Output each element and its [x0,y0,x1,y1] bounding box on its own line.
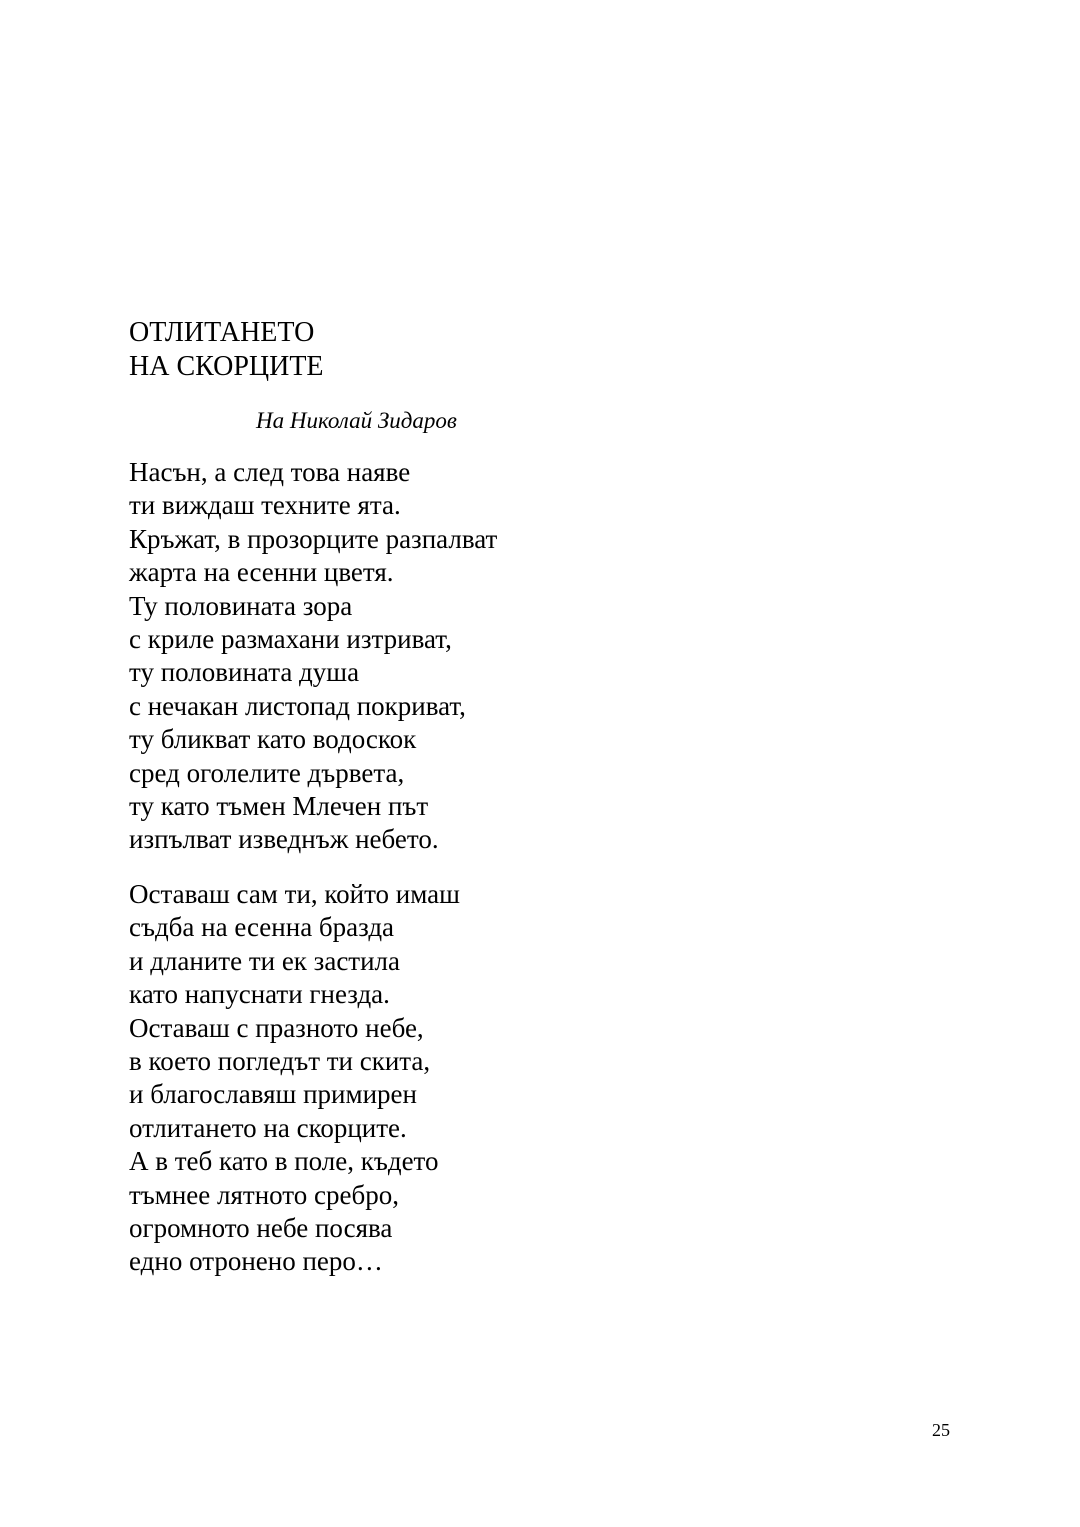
verse-line: едно отронено перо… [129,1246,383,1277]
verse-line: ту бликват като водоскок [129,724,417,755]
verse-line: жарта на есенни цветя. [129,557,394,588]
page-number: 25 [932,1420,950,1440]
verse-line: ту половината душа [129,657,360,688]
verse-line: Оставаш с празното небе, [129,1012,424,1043]
verse-line: и благославяш примирен [129,1079,417,1110]
verse-line: изпълват изведнъж небето. [129,824,439,855]
verse-line: ту като тъмен Млечен път [129,791,429,822]
verse-line: Оставаш сам ти, който имаш [129,879,460,909]
verse-line: с криле размахани изтриват, [129,624,452,655]
verse-line: като напуснати гнезда. [129,979,390,1010]
poem-title-line-1: ОТЛИТАНЕТО [129,317,315,348]
verse-line: в което погледът ти скита, [129,1046,431,1077]
verse-line: ти виждаш техните ята. [129,490,401,521]
verse-line: Насън, а след това наяве [129,457,411,487]
poem-dedication: На Николай Зидаров [256,408,457,433]
verse-line: с нечакан листопад покриват, [129,690,466,721]
verse-line: съдба на есенна бразда [129,912,395,943]
verse-line: и дланите ти ек застила [129,945,401,976]
verse-line: огромното небе посява [129,1213,393,1244]
verse-line: тъмнее лятното сребро, [129,1179,399,1210]
verse-line: Кръжат, в прозорците разпалват [129,523,498,554]
verse-line: Ту половината зора [129,590,353,621]
verse-line: А в теб като в поле, където [129,1146,439,1177]
verse-line: сред оголелите дървета, [129,757,405,788]
stanza-1 [129,456,497,857]
poem-title-line-2: НА СКОРЦИТЕ [129,351,324,382]
verse-line: отлитането на скорците. [129,1112,407,1143]
stanza-2 [129,878,460,1279]
poem-title [129,316,324,384]
